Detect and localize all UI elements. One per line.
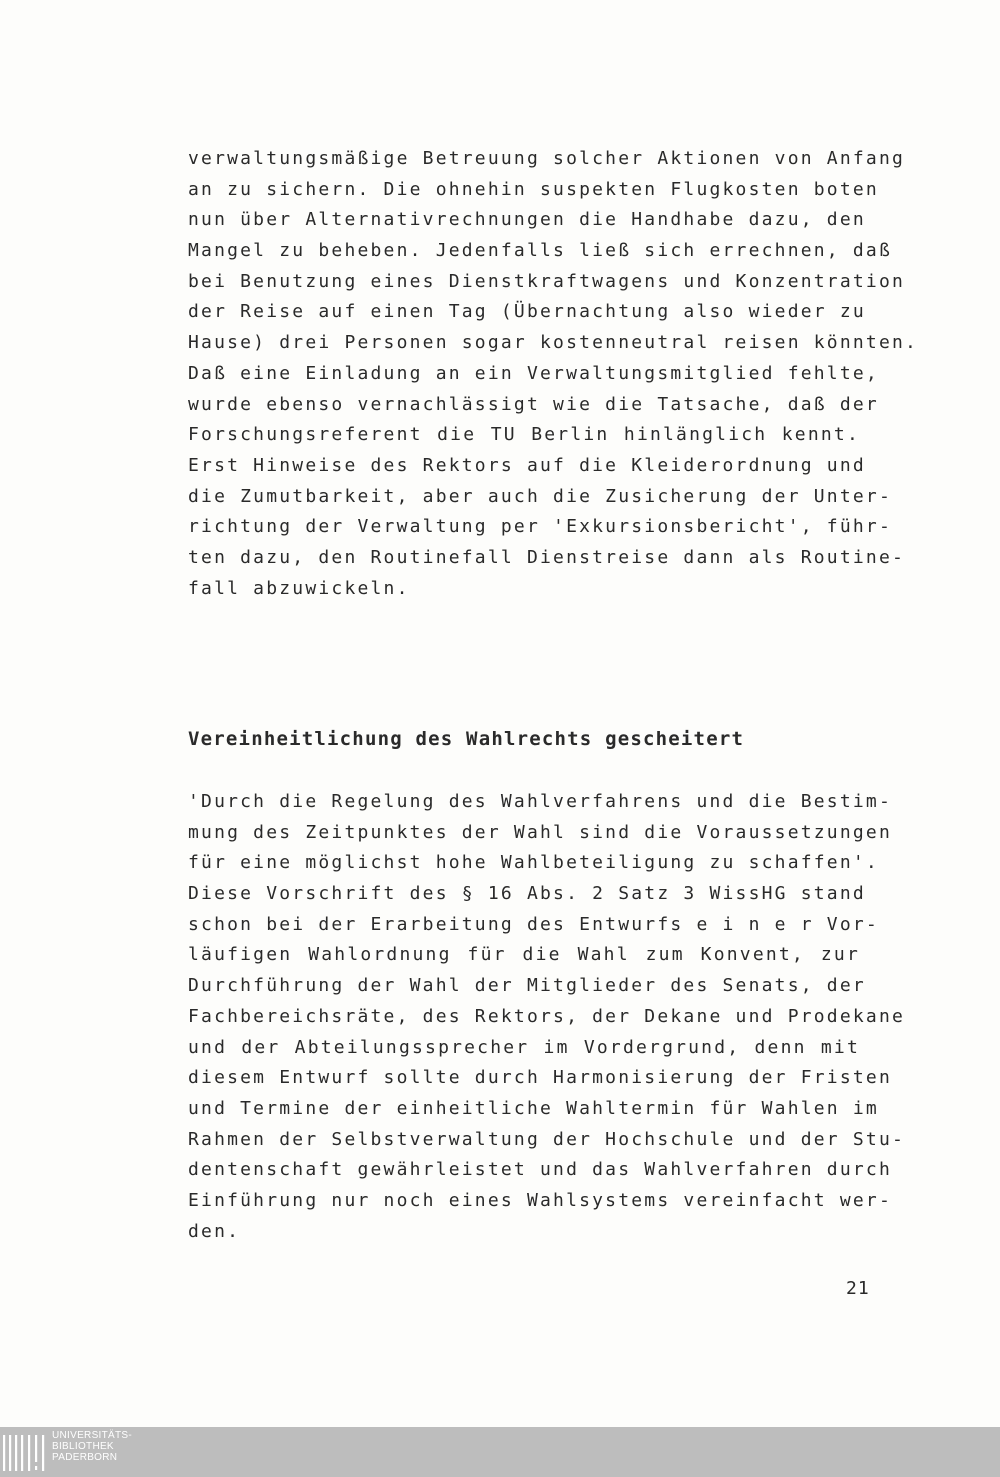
text-line: ten dazu, den Routinefall Dienstreise dann als Routine-	[188, 546, 906, 568]
text-line: dentenschaft gewährleistet und das Wahlverfahren durch	[188, 1159, 892, 1181]
text-line: Erst Hinweise des Rektors auf die Kleiderordnung und	[188, 454, 866, 476]
library-logo-text	[52, 1430, 132, 1463]
text-line: Einführung nur noch eines Wahlsystems vereinfacht wer-	[188, 1189, 892, 1211]
text-line: für eine möglichst hohe Wahlbeteiligung zu schaffen'.	[188, 852, 879, 874]
text-line: der Reise auf einen Tag (Übernachtung also wieder zu	[188, 301, 866, 323]
text-line: bei Benutzung eines Dienstkraftwagens und Konzentration	[188, 270, 906, 292]
text-line: diesem Entwurf sollte durch Harmonisierung der Fristen	[188, 1067, 892, 1089]
text-line: Hause) drei Personen sogar kostenneutral reisen könnten.	[188, 332, 919, 354]
text-line: schon bei der Erarbeitung des Entwurfs e i n e r Vor-	[188, 913, 879, 935]
body-paragraph-2	[188, 787, 906, 1247]
university-library-stripes-icon	[2, 1433, 46, 1473]
text-line: läufigen Wahlordnung für die Wahl zum Konvent, zur	[188, 944, 860, 966]
text-line: die Zumutbarkeit, aber auch die Zusicherung der Unter-	[188, 485, 892, 507]
text-line: Durchführung der Wahl der Mitglieder des Senats, der	[188, 975, 866, 997]
logo-line: PADERBORN	[52, 1452, 118, 1463]
section-heading: Vereinheitlichung des Wahlrechts gescheitert	[188, 728, 745, 750]
text-line: wurde ebenso vernachlässigt wie die Tatsache, daß der	[188, 393, 879, 415]
body-paragraph-1	[188, 144, 919, 604]
logo-line: BIBLIOTHEK	[52, 1441, 114, 1452]
logo-line: UNIVERSITÄTS-	[52, 1430, 133, 1441]
library-footer-bar	[0, 1427, 1000, 1477]
text-line: richtung der Verwaltung per 'Exkursionsbericht', führ-	[188, 516, 892, 538]
text-line: Rahmen der Selbstverwaltung der Hochschule und der Stu-	[188, 1128, 906, 1150]
text-line: Fachbereichsräte, des Rektors, der Dekane und Prodekane	[188, 1005, 906, 1027]
text-line: Forschungsreferent die TU Berlin hinlänglich kennt.	[188, 424, 860, 446]
text-line: Diese Vorschrift des § 16 Abs. 2 Satz 3 WissHG stand	[188, 883, 866, 905]
text-line: mung des Zeitpunktes der Wahl sind die Voraussetzungen	[188, 821, 892, 843]
text-line: nun über Alternativrechnungen die Handhabe dazu, den	[188, 209, 866, 231]
text-line: und Termine der einheitliche Wahltermin für Wahlen im	[188, 1097, 879, 1119]
text-line: an zu sichern. Die ohnehin suspekten Flugkosten boten	[188, 178, 879, 200]
page-number: 21	[846, 1278, 870, 1299]
text-line: und der Abteilungssprecher im Vordergrund, denn mit	[188, 1036, 860, 1058]
text-line: Mangel zu beheben. Jedenfalls ließ sich errechnen, daß	[188, 240, 892, 262]
text-line: Daß eine Einladung an ein Verwaltungsmitglied fehlte,	[188, 362, 879, 384]
text-line: fall abzuwickeln.	[188, 577, 410, 599]
text-line: 'Durch die Regelung des Wahlverfahrens und die Bestim-	[188, 791, 892, 812]
text-line: verwaltungsmäßige Betreuung solcher Aktionen von Anfang	[188, 148, 906, 169]
text-line: den.	[188, 1220, 241, 1242]
